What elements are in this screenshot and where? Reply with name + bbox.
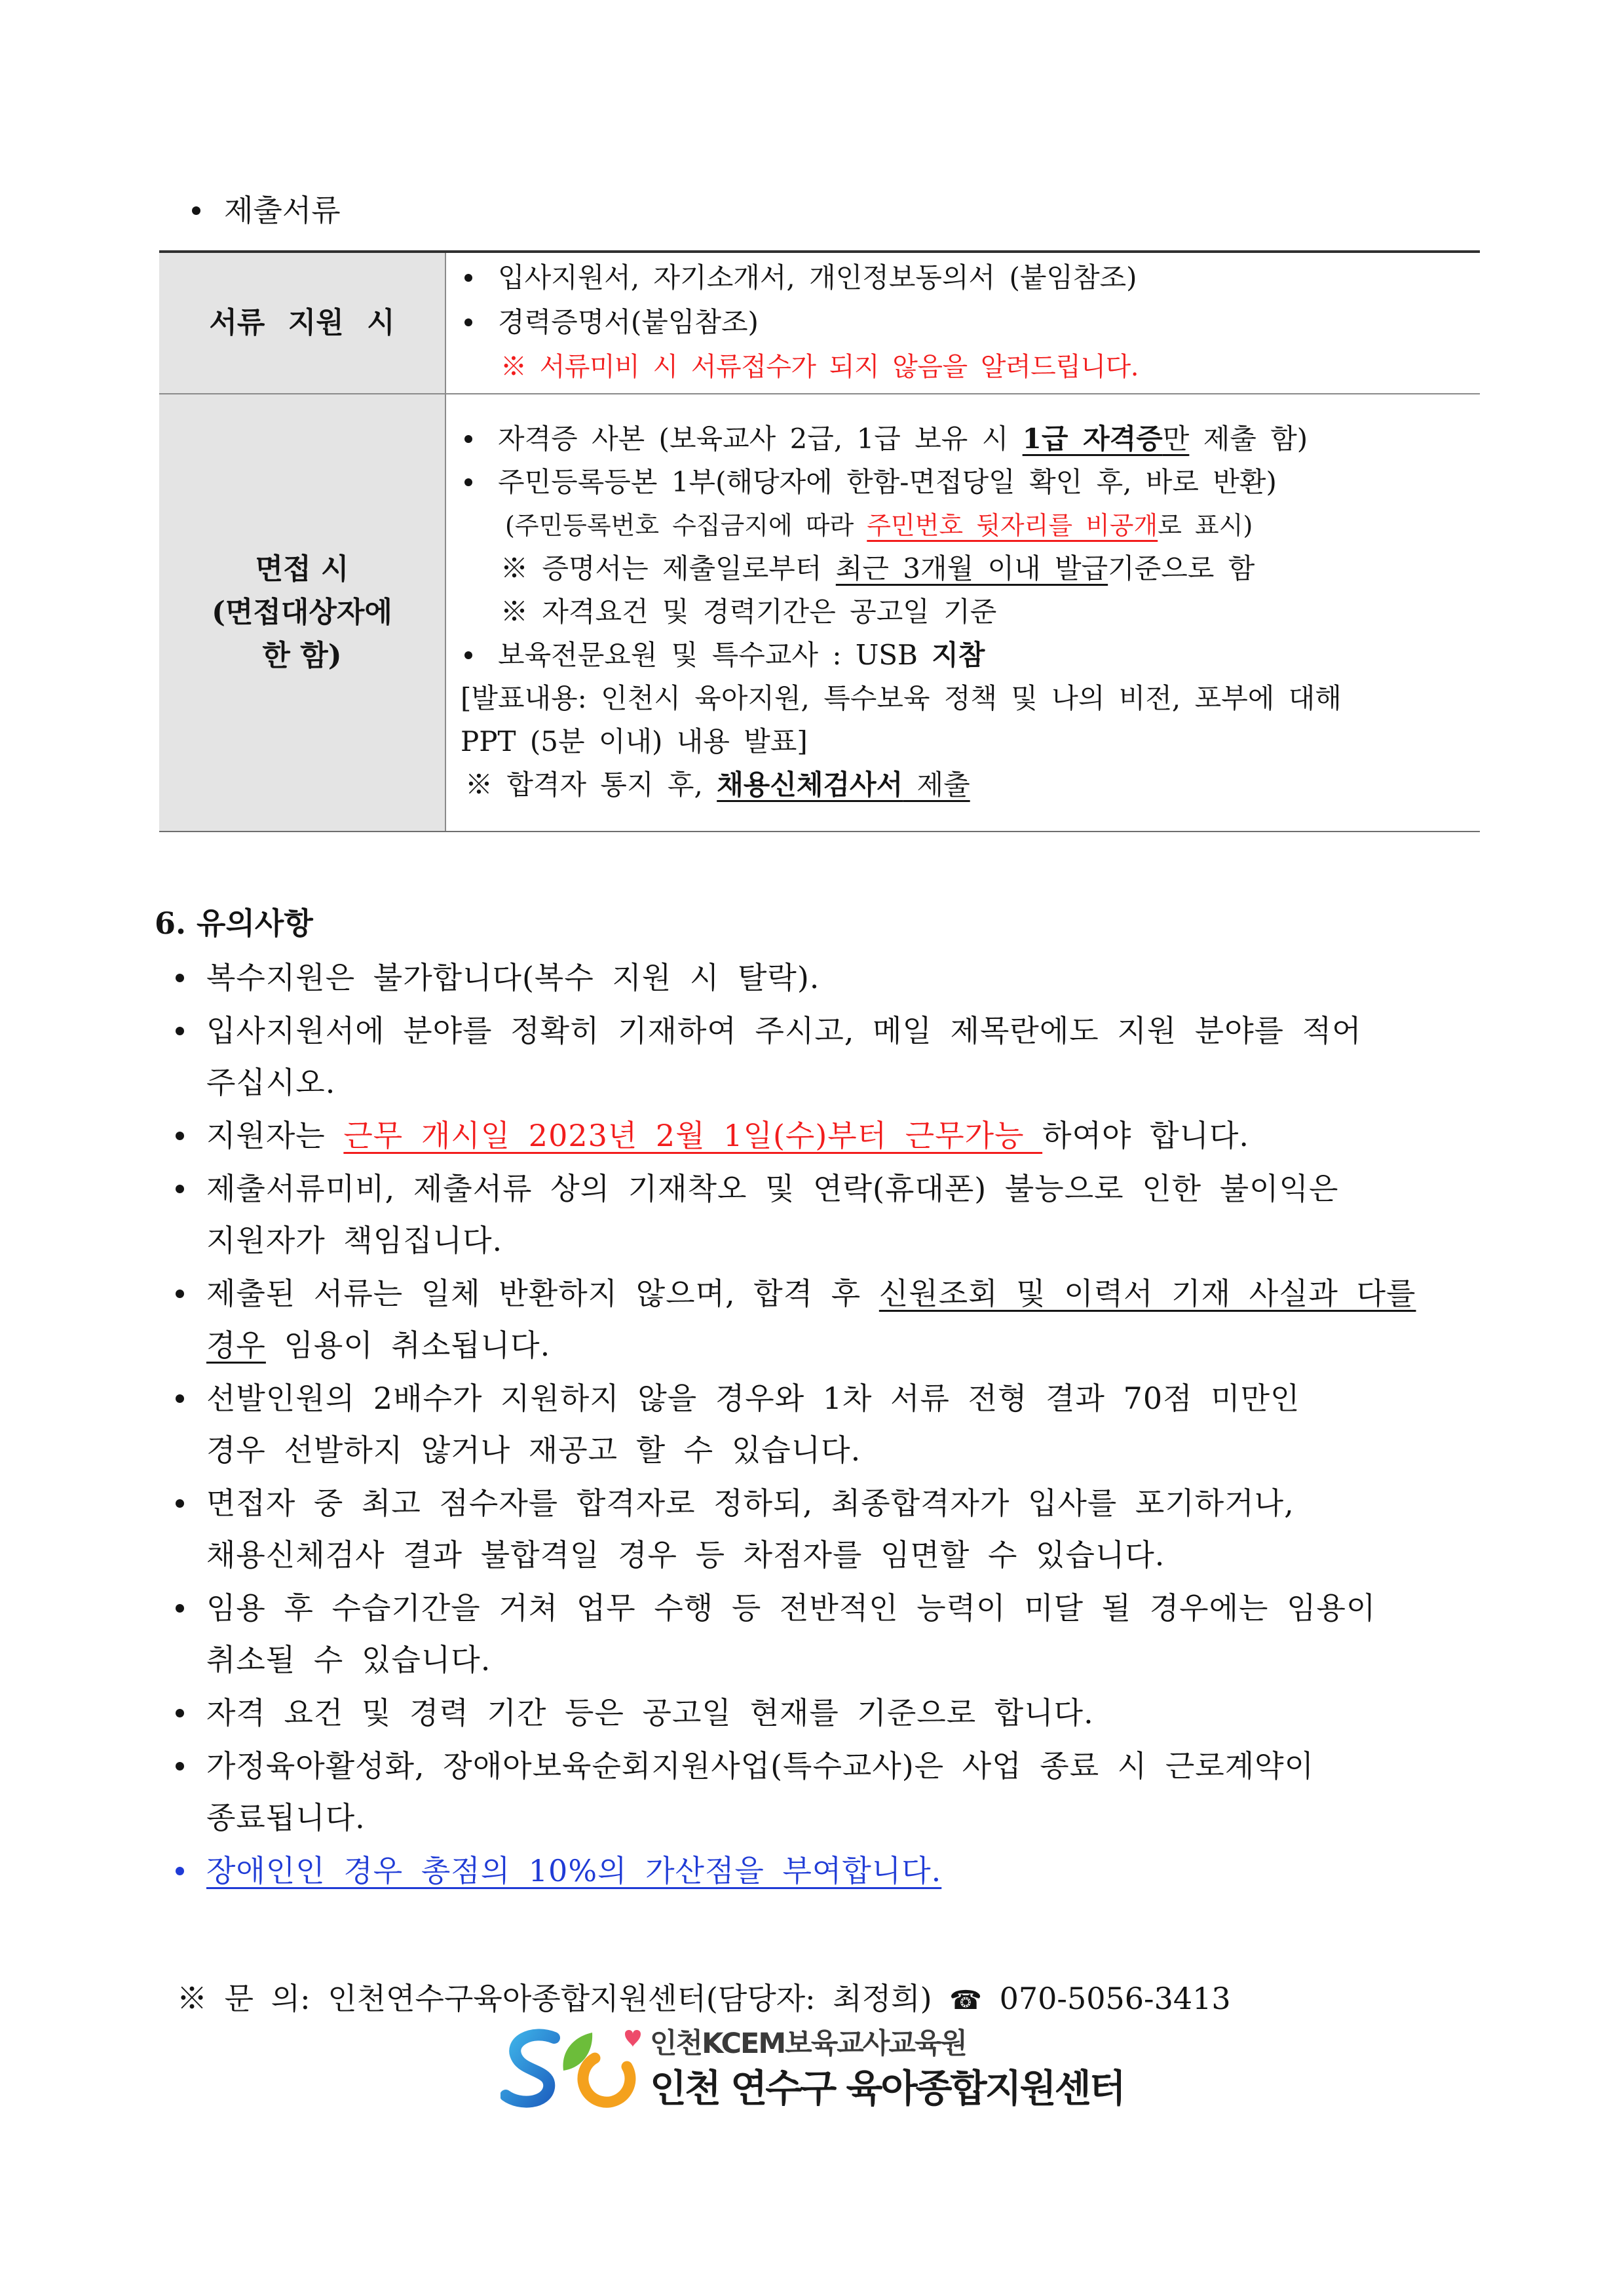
note-item (176, 1687, 1416, 1739)
note-text: 경우 선발하지 않거나 재공고 할 수 있습니다. (206, 1432, 861, 1468)
note-line (206, 1057, 1416, 1109)
contact-phone: 070-5056-3413 (999, 1981, 1231, 2016)
interview-stage-label: 한 함) (262, 639, 342, 672)
note-emphasis: 신원조회 및 이력서 기재 사실과 다를 (878, 1276, 1416, 1311)
note-text: 선발인원의 2배수가 지원하지 않을 경우와 1차 서류 전형 결과 70점 미만인 (206, 1381, 1300, 1416)
notes-list (176, 952, 1416, 1898)
requirement-text: 경력증명서(붙임참조) (498, 306, 759, 338)
note-line (206, 1478, 1416, 1529)
note-text: 제출된 서류는 일체 반환하지 않으며, 합격 후 (206, 1276, 879, 1311)
submission-title (190, 185, 1624, 237)
note-line (206, 1425, 1416, 1476)
requirement-line (446, 590, 1480, 634)
note-text: 자격 요건 및 경력 기간 등은 공고일 현재를 기준으로 합니다. (206, 1695, 1094, 1731)
requirement-emphasis: 1급 자격증 (1022, 423, 1163, 455)
note-text: 임용 후 수습기간을 거쳐 업무 수행 등 전반적인 능력이 미달 될 경우에는 임용이 (206, 1590, 1376, 1626)
requirement-line (446, 720, 1480, 763)
bullet-icon (176, 1394, 184, 1403)
logo-heart (625, 2030, 641, 2047)
requirement-emphasis: 지참 (932, 639, 985, 671)
note-text: 가정육아활성화, 장애아보육순회지원사업(특수교사)은 사업 종료 시 근로계약이 (206, 1748, 1315, 1784)
bullet-icon (176, 1027, 184, 1035)
note-text: 임용이 취소됩니다. (265, 1328, 551, 1363)
logo-blue-swoosh (506, 2035, 554, 2101)
phone-icon (949, 1981, 982, 2016)
note-line (206, 1845, 1416, 1897)
note-item (176, 1845, 1416, 1897)
requirement-emphasis: 최근 3개월 이내 발급 (835, 552, 1108, 584)
logo-center-name: 인천 연수구 육아종합지원센터 (650, 2066, 1124, 2111)
bullet-icon (176, 1185, 184, 1193)
note-text: 종료됩니다. (206, 1800, 366, 1835)
requirement-text: [발표내용: 인천시 육아지원, 특수보육 정책 및 나의 비전, 포부에 대해 (461, 682, 1342, 714)
note-text: 지원자는 (206, 1118, 344, 1153)
note-line (206, 1687, 1416, 1739)
note-text: 면접자 중 최고 점수자를 합격자로 정하되, 최종합격자가 입사를 포기하거나, (206, 1485, 1294, 1521)
center-logo-icon (500, 2025, 648, 2110)
requirement-text: (주민등록번호 수집금지에 따라 (505, 511, 867, 540)
note-text: 지원자가 책임집니다. (206, 1223, 503, 1258)
bullet-icon (464, 274, 472, 282)
note-item (176, 1268, 1416, 1371)
requirement-line (446, 547, 1480, 590)
requirement-line (446, 634, 1480, 677)
requirement-emphasis: 만 (1162, 423, 1190, 455)
bullet-icon (176, 1709, 184, 1717)
bullet-icon (464, 478, 472, 486)
note-line (206, 952, 1416, 1004)
note-item (176, 1582, 1416, 1686)
requirement-text: ※ 자격요건 및 경력기간은 공고일 기준 (500, 596, 997, 628)
bullet-icon (464, 651, 472, 659)
bullet-icon (192, 206, 200, 215)
notice-text: ※ 서류미비 시 서류접수가 되지 않음을 알려드립니다. (500, 352, 1139, 382)
requirement-emphasis: 주민번호 뒷자리를 비공개 (867, 511, 1158, 540)
note-line (206, 1634, 1416, 1686)
note-item (176, 1005, 1416, 1109)
bullet-icon (176, 1499, 184, 1508)
submission-title-text: 제출서류 (224, 193, 341, 228)
note-line (206, 1268, 1416, 1320)
requirement-line (446, 763, 1480, 807)
document-stage-label: 서류 지원 시 (209, 306, 395, 339)
requirement-text: ※ 합격자 통지 후, (465, 769, 717, 801)
bullet-icon (176, 1290, 184, 1298)
requirement-text: 로 표시) (1158, 511, 1253, 540)
requirement-text: 입사지원서, 자기소개서, 개인정보동의서 (붙임참조) (498, 261, 1137, 294)
note-line (206, 1163, 1416, 1215)
contact-line (177, 1972, 1624, 2027)
note-line (206, 1373, 1416, 1425)
note-item (176, 1373, 1416, 1476)
note-line (206, 1529, 1416, 1581)
bullet-icon (176, 974, 184, 982)
note-text: 취소될 수 있습니다. (206, 1642, 491, 1677)
note-item (176, 1478, 1416, 1581)
bullet-icon (464, 435, 472, 443)
note-item (176, 1740, 1416, 1844)
note-emphasis: 경우 (206, 1328, 266, 1363)
interview-stage-label: (면접대상자에 (212, 596, 392, 629)
requirement-text: PPT (5분 이내) 내용 발표] (461, 725, 808, 757)
requirement-line (446, 504, 1480, 547)
note-line (206, 1740, 1416, 1792)
bullet-icon (176, 1604, 184, 1613)
bullet-icon (176, 1762, 184, 1770)
note-line (206, 1005, 1416, 1057)
bullet-icon (176, 1132, 184, 1140)
note-line (206, 1110, 1416, 1162)
requirement-text: 주민등록등본 1부(해당자에 한함-면접당일 확인 후, 바로 반환) (498, 466, 1277, 498)
note-item (176, 952, 1416, 1004)
interview-stage-header (159, 394, 446, 831)
note-text: 채용신체검사 결과 불합격일 경우 등 차점자를 임면할 수 있습니다. (206, 1537, 1165, 1573)
note-text: 하여야 합니다. (1042, 1118, 1250, 1153)
requirement-line (446, 300, 1480, 345)
logo-org-line: 인천KCEM보육교사교육원 (650, 2027, 966, 2060)
requirement-text: ※ 증명서는 제출일로부터 (500, 552, 836, 584)
requirement-emphasis: 채용신체검사서 (717, 769, 903, 801)
requirement-line (446, 677, 1480, 720)
section-heading: 6. 유의사항 (155, 906, 313, 941)
requirement-text: 보육전문요원 및 특수교사 : USB (498, 639, 932, 671)
bullet-icon (176, 1867, 184, 1875)
interview-stage-label: 면접 시 (255, 552, 349, 586)
note-line (206, 1215, 1416, 1267)
contact-text: ※ 문 의: 인천연수구육아종합지원센터(담당자: 최정희) (177, 1981, 932, 2016)
missing-documents-notice (446, 345, 1480, 389)
note-text: 입사지원서에 분야를 정확히 기재하여 주시고, 메일 제목란에도 지원 분야를 적어 (206, 1013, 1362, 1048)
requirement-text: 제출 함) (1189, 423, 1308, 455)
note-item (176, 1163, 1416, 1267)
start-date-emphasis: 근무 개시일 2023년 2월 1일(수)부터 근무가능 (343, 1118, 1043, 1153)
logo-orange-ring (583, 2058, 630, 2102)
note-line (206, 1320, 1416, 1371)
requirement-line (446, 256, 1480, 300)
submission-table (159, 250, 1480, 832)
requirement-text: 기준으로 함 (1108, 552, 1255, 584)
note-text: 제출서류미비, 제출서류 상의 기재착오 및 연락(휴대폰) 불능으로 인한 불이익은 (206, 1171, 1339, 1206)
note-text: 복수지원은 불가합니다(복수 지원 시 탈락). (206, 960, 820, 995)
document-stage-requirements (446, 253, 1480, 394)
bonus-points-note: 장애인인 경우 총점의 10%의 가산점을 부여합니다. (206, 1853, 942, 1888)
note-line (206, 1582, 1416, 1634)
note-text: 주십시오. (206, 1065, 336, 1100)
requirement-text: 자격증 사본 (보육교사 2급, 1급 보유 시 (498, 423, 1023, 455)
requirement-emphasis: 제출 (903, 769, 970, 801)
note-line (206, 1792, 1416, 1844)
document-stage-header (159, 253, 446, 394)
requirement-line (446, 417, 1480, 461)
bullet-icon (464, 318, 472, 326)
interview-stage-requirements (446, 394, 1480, 831)
requirement-line (446, 461, 1480, 504)
note-item (176, 1110, 1416, 1162)
